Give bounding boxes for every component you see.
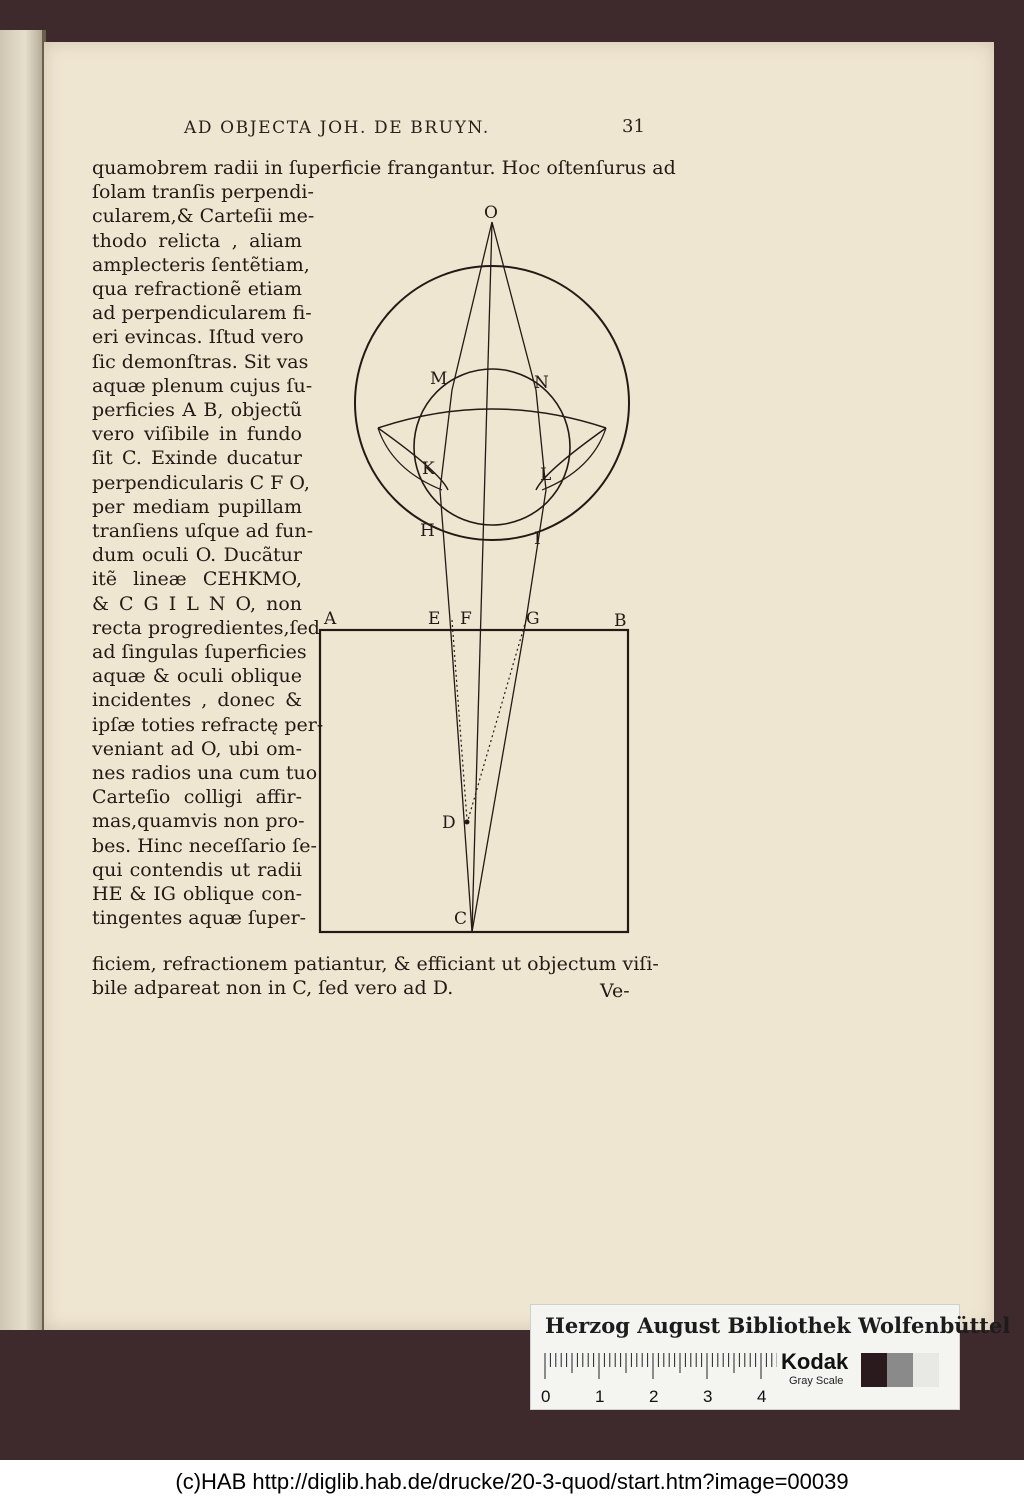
point-d-mark xyxy=(465,820,470,825)
text-line: qua refractionẽ etiam xyxy=(92,278,302,300)
text-line: thodo relicta , aliam xyxy=(92,229,302,252)
text-line: amplecteris ſentẽtiam, xyxy=(92,253,310,276)
text-line: qui contendis ut radii xyxy=(92,858,302,881)
text-line: tingentes aquæ ſuper- xyxy=(92,907,307,930)
library-name: Herzog August Bibliothek Wolfenbüttel xyxy=(545,1313,1011,1338)
ray-dotted-left xyxy=(452,620,467,820)
label-l: L xyxy=(540,465,552,485)
label-e: E xyxy=(428,609,441,629)
text-line: tranſiens uſque ad fun- xyxy=(92,520,314,542)
text-line: mas,quamvis non pro- xyxy=(92,810,305,833)
ruler-num-1: 1 xyxy=(595,1387,605,1406)
label-k: K xyxy=(422,459,435,479)
label-o: O xyxy=(484,203,498,223)
text-line: veniant ad O, ubi om- xyxy=(92,737,302,760)
ray-cgilno xyxy=(472,222,546,932)
text-line: ad ſingulas ſuperficies xyxy=(92,641,307,663)
label-f: F xyxy=(460,609,472,629)
gray-scale-card xyxy=(530,1304,1011,1410)
text-line: quamobrem radii in ſuperficie frangantur. Hoc oſtenſurus ad xyxy=(92,157,676,179)
label-h: H xyxy=(420,521,435,541)
text-line: incidentes , donec & xyxy=(92,689,302,712)
ruler-num-3: 3 xyxy=(703,1387,713,1406)
text-line: HE & IG oblique con- xyxy=(92,883,302,905)
text-line: aquæ & oculi oblique xyxy=(92,665,302,688)
gray-patch-light xyxy=(913,1353,939,1387)
gray-patch-mid xyxy=(887,1353,913,1387)
text-line: eri evincas. Iſtud vero xyxy=(92,326,304,349)
text-line: recta progredientes,ſed xyxy=(92,616,320,639)
text-line: per mediam pupillam xyxy=(92,495,302,518)
ruler-num-2: 2 xyxy=(649,1387,659,1406)
ruler-scale xyxy=(541,1349,777,1387)
page-number: 31 xyxy=(622,116,645,137)
water-vessel xyxy=(320,630,628,932)
label-m: M xyxy=(430,369,448,389)
text-line: aquæ plenum cujus ſu- xyxy=(92,374,313,397)
label-n: N xyxy=(534,373,549,393)
text-line: ſit C. Exinde ducatur xyxy=(92,447,302,470)
text-line: dum oculi O. Ducãtur xyxy=(92,544,302,567)
humor-arc-upper xyxy=(378,409,606,428)
eye-circle xyxy=(355,266,629,540)
copyright-footer: (c)HAB http://diglib.hab.de/drucke/20-3-quod/start.htm?image=00039 xyxy=(175,1469,849,1494)
text-line: ſic demonſtras. Sit vas xyxy=(92,350,309,373)
ruler-num-4: 4 xyxy=(757,1387,767,1406)
text-line: perpendicularis C F O, xyxy=(92,471,310,494)
text-line: & C G I L N O, non xyxy=(92,592,302,615)
label-c: C xyxy=(454,909,468,929)
text-line: itẽ lineæ CEHKMO, xyxy=(92,568,302,591)
label-i: I xyxy=(534,529,541,549)
kodak-logo: Kodak xyxy=(781,1349,849,1374)
text-line: bes. Hinc neceſſario ſe- xyxy=(92,834,317,857)
text-line: nes radios una cum tuo xyxy=(92,762,318,784)
ray-perpendicular xyxy=(472,222,492,932)
text-line: perficies A B, objectũ xyxy=(92,399,302,421)
gray-patch-dark xyxy=(861,1353,887,1387)
running-title: AD OBJECTA JOH. DE BRUYN. xyxy=(184,118,490,138)
facing-page-edge xyxy=(0,30,46,1330)
label-a: A xyxy=(324,609,337,629)
text-line: Carteſio colligi affir- xyxy=(92,786,302,809)
refraction-diagram xyxy=(300,190,650,950)
label-d: D xyxy=(442,813,456,833)
text-line: ficiem, refractionem patiantur, & efficiant ut objectum viſi- xyxy=(92,953,659,975)
text-line: ipſæ toties refractę per- xyxy=(92,713,324,736)
label-g: G xyxy=(526,609,540,629)
text-line: cularem,& Carteſii me- xyxy=(92,205,315,228)
text-line: vero viſibile in fundo xyxy=(92,423,302,446)
label-b: B xyxy=(614,611,627,631)
humor-arc-lower xyxy=(378,428,448,490)
cornea-right xyxy=(542,428,606,490)
text-line: ſolam tranſis perpendi- xyxy=(92,181,314,204)
gray-scale-label: Gray Scale xyxy=(789,1375,844,1387)
text-line: ad perpendicularem fi- xyxy=(92,302,312,325)
text-line: bile adpareat non in C, ſed vero ad D. xyxy=(92,977,454,999)
catchword: Ve- xyxy=(600,980,630,1002)
ruler-num-0: 0 xyxy=(541,1387,551,1406)
